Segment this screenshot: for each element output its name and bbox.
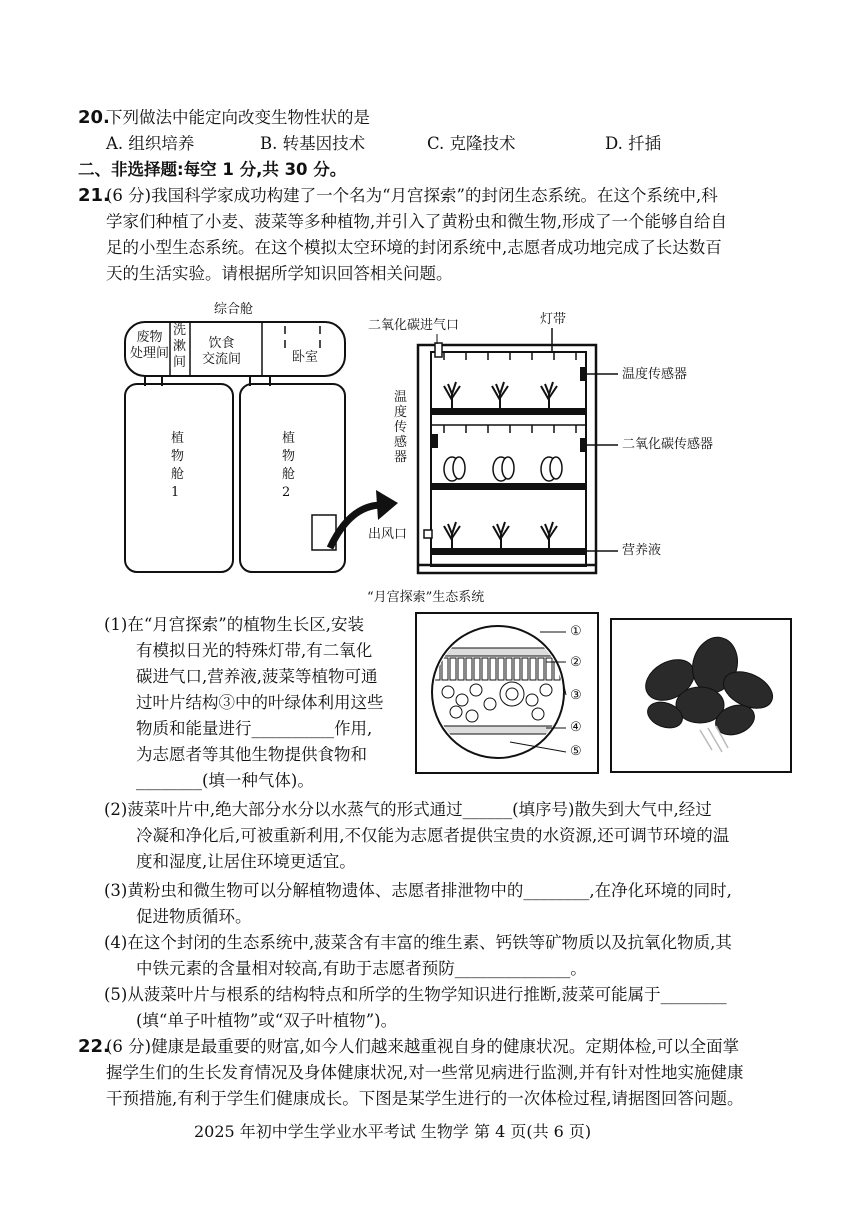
q21-sub3-line: (3)黄粉虫和微生物可以分解植物遗体、志愿者排泄物中的________,在净化环境的同时, [104, 881, 732, 900]
figure-caption: “月宫探索”生态系统 [367, 590, 485, 605]
q21-sub4-line: 中铁元素的含量相对较高,有助于志愿者预防______________。 [136, 959, 587, 978]
cabin-title-label: 综合舱 [214, 302, 254, 317]
q20-option-a: A. 组织培养 [106, 134, 195, 153]
question-20-stem: 下列做法中能定向改变生物性状的是 [106, 108, 370, 127]
co2-sensor-label: 二氧化碳传感器 [622, 437, 714, 452]
q21-intro-line: 天的生活实验。请根据所学知识回答相关问题。 [106, 264, 453, 283]
co2-inlet-label: 二氧化碳进气口 [368, 318, 460, 333]
q22-line: (6 分)健康是最重要的财富,如今人们越来越重视自身的健康状况。定期体检,可以全面掌 [106, 1037, 740, 1056]
leaf-label-5: ⑤ [570, 744, 582, 759]
question-21-number: 21. [78, 185, 110, 206]
q20-option-b: B. 转基因技术 [260, 134, 366, 153]
plant-cabin-1-label: 植 物 舱 1 [171, 431, 185, 500]
section-2-title: 二、非选择题:每空 1 分,共 30 分。 [78, 160, 347, 179]
q21-sub2-line: 度和湿度,让居住环境更适宜。 [136, 852, 356, 871]
q21-sub1-line: 为志愿者等其他生物提供食物和 [136, 745, 367, 764]
q21-intro-line: 足的小型生态系统。在这个模拟太空环境的封闭系统中,志愿者成功地完成了长达数百 [106, 238, 722, 257]
q21-sub2-line: 冷凝和净化后,可被重新利用,不仅能为志愿者提供宝贵的水资源,还可调节环境的温 [136, 826, 730, 845]
q21-sub1-line: 物质和能量进行__________作用, [136, 719, 373, 738]
q20-option-c: C. 克隆技术 [427, 134, 516, 153]
q21-sub5-line: (5)从菠菜叶片与根系的结构特点和所学的生物学知识进行推断,菠菜可能属于________ [104, 985, 727, 1004]
leaf-label-4: ④ [570, 720, 582, 735]
q20-option-d: D. 扦插 [605, 134, 662, 153]
air-outlet-label: 出风口 [368, 527, 408, 542]
q22-line: 干预措施,有利于学生们健康成长。下图是某学生进行的一次体检过程,请据图回答问题。 [106, 1089, 744, 1108]
q21-intro-line: 学家们种植了小麦、菠菜等多种植物,并引入了黄粉虫和微生物,形成了一个能够自给自 [106, 212, 727, 231]
temperature-sensor-label: 温度传感器 [622, 367, 688, 382]
q22-line: 握学生们的生长发育情况及身体健康状况,对一些常见病进行监测,并有针对性地实施健康 [106, 1063, 744, 1082]
q21-sub1-line: 碳进气口,营养液,菠菜等植物可通 [136, 667, 378, 686]
q21-sub1-line: 有模拟日光的特殊灯带,有二氧化 [136, 641, 373, 660]
wash-room-label: 洗 漱 间 [173, 323, 187, 370]
plant-cabin-2-label: 植 物 舱 2 [282, 431, 296, 500]
dining-room-label: 饮食 交流间 [202, 336, 242, 367]
q21-intro-line: (6 分)我国科学家成功构建了一个名为“月宫探索”的封闭生态系统。在这个系统中,科 [106, 186, 718, 205]
question-22-number: 22. [78, 1036, 110, 1057]
q21-sub1-line: 过叶片结构③中的叶绿体利用这些 [136, 693, 384, 712]
light-strip-label: 灯带 [540, 312, 567, 327]
page-footer: 2025 年初中学生学业水平考试 生物学 第 4 页(共 6 页) [194, 1122, 592, 1141]
q21-sub1-line: (1)在“月宫探索”的植物生长区,安装 [104, 615, 364, 634]
q21-sub3-line: 促进物质循环。 [136, 907, 252, 926]
question-20-number: 20. [78, 107, 110, 128]
q21-sub5-line: (填“单子叶植物”或“双子叶植物”)。 [136, 1011, 398, 1030]
leaf-label-2: ② [570, 655, 582, 670]
nutrient-solution-label: 营养液 [622, 543, 662, 558]
leaf-label-1: ① [570, 624, 582, 639]
bedroom-label: 卧室 [292, 350, 319, 365]
q21-sub1-line: ________(填一种气体)。 [136, 771, 314, 790]
waste-room-label: 废物 处理间 [130, 330, 170, 361]
leaf-label-3: ③ [570, 688, 582, 703]
temperature-sensor-left-label: 温 度 传 感 器 [394, 390, 408, 465]
q21-sub2-line: (2)菠菜叶片中,绝大部分水分以水蒸气的形式通过______(填序号)散失到大气中,经过 [104, 800, 712, 819]
q21-sub4-line: (4)在这个封闭的生态系统中,菠菜含有丰富的维生素、钙铁等矿物质以及抗氧化物质,其 [104, 933, 732, 952]
